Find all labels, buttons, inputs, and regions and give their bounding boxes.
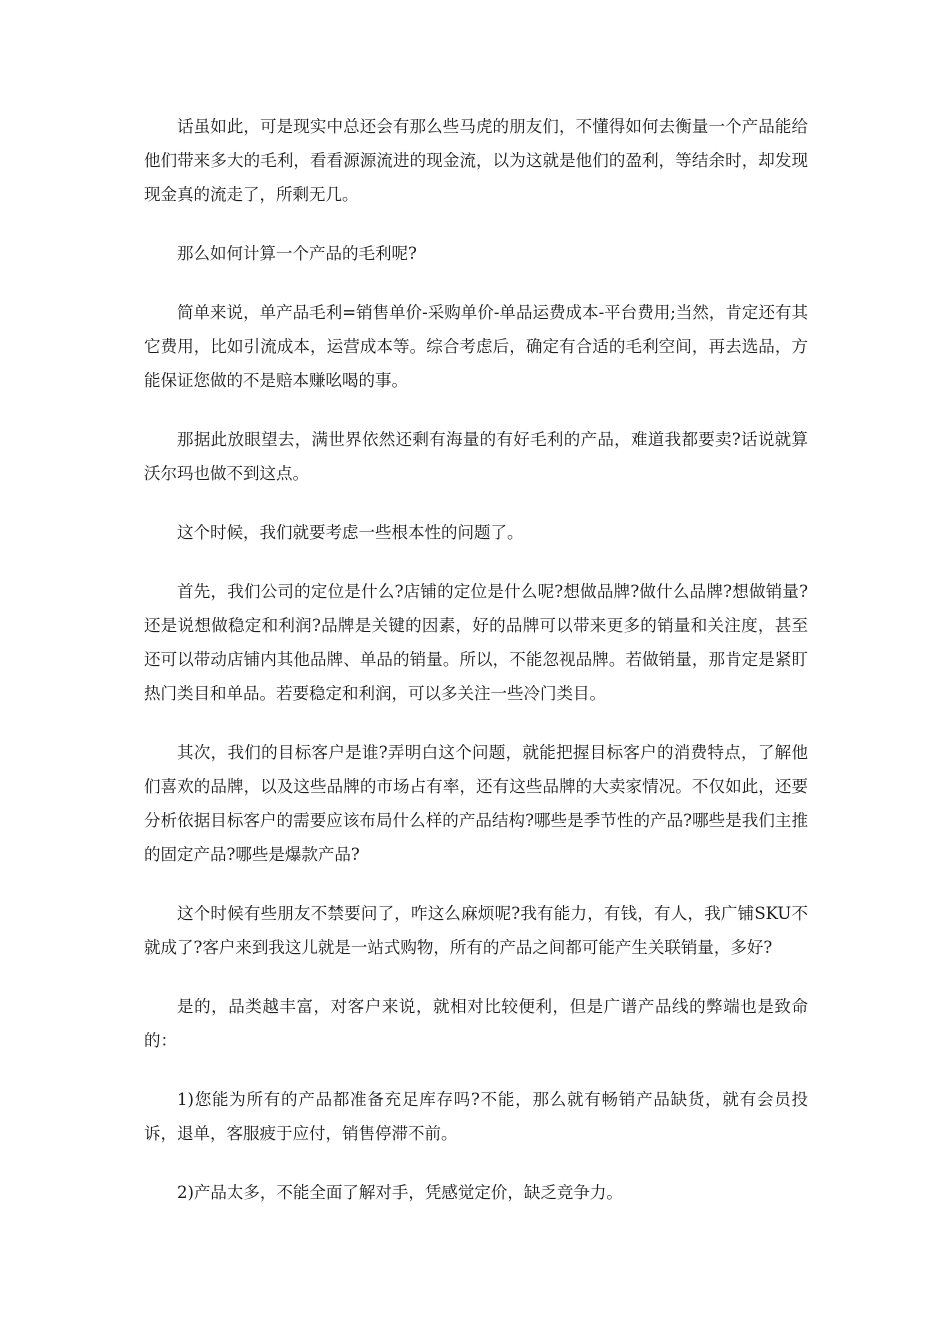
paragraph: 1)您能为所有的产品都准备充足库存吗?不能，那么就有畅销产品缺货，就有会员投诉，退单，客服疲于应付，销售停滞不前。 — [144, 1090, 808, 1143]
paragraph: 2)产品太多，不能全面了解对手，凭感觉定价，缺乏竞争力。 — [177, 1183, 623, 1202]
paragraph: 这个时候有些朋友不禁要问了，咋这么麻烦呢?我有能力，有钱，有人，我广铺SKU不就成了?客户来到我这儿就是一站式购物，所有的产品之间都可能产生关联销量，多好? — [144, 904, 808, 957]
paragraph: 首先，我们公司的定位是什么?店铺的定位是什么呢?想做品牌?做什么品牌?想做销量?还是说想做稳定和利润?品牌是关键的因素，好的品牌可以带来更多的销量和关注度，甚至还可以带动店铺内其他品牌、单品的销量。所以，不能忽视品牌。若做销量，那肯定是紧盯热门类目和单品。若要稳定和利润，可以多关注一些冷门类目。 — [144, 582, 808, 703]
paragraph: 这个时候，我们就要考虑一些根本性的问题了。 — [177, 523, 524, 542]
paragraph: 是的，品类越丰富，对客户来说，就相对比较便利，但是广谱产品线的弊端也是致命的： — [144, 997, 808, 1050]
document-body — [144, 110, 808, 1235]
paragraph: 其次，我们的目标客户是谁?弄明白这个问题，就能把握目标客户的消费特点，了解他们喜欢的品牌，以及这些品牌的市场占有率，还有这些品牌的大卖家情况。不仅如此，还要分析依据目标客户的需要应该布局什么样的产品结构?哪些是季节性的产品?哪些是我们主推的固定产品?哪些是爆款产品? — [144, 743, 808, 864]
paragraph: 简单来说，单产品毛利=销售单价-采购单价-单品运费成本-平台费用;当然，肯定还有其它费用，比如引流成本，运营成本等。综合考虑后，确定有合适的毛利空间，再去选品，方能保证您做的不是赔本赚吆喝的事。 — [144, 303, 808, 390]
paragraph: 那么如何计算一个产品的毛利呢? — [177, 244, 417, 263]
paragraph: 那据此放眼望去，满世界依然还剩有海量的有好毛利的产品，难道我都要卖?话说就算沃尔玛也做不到这点。 — [144, 430, 808, 483]
paragraph: 话虽如此，可是现实中总还会有那么些马虎的朋友们，不懂得如何去衡量一个产品能给他们带来多大的毛利，看看源源流进的现金流，以为这就是他们的盈利，等结余时，却发现现金真的流走了，所剩无几。 — [144, 117, 808, 204]
